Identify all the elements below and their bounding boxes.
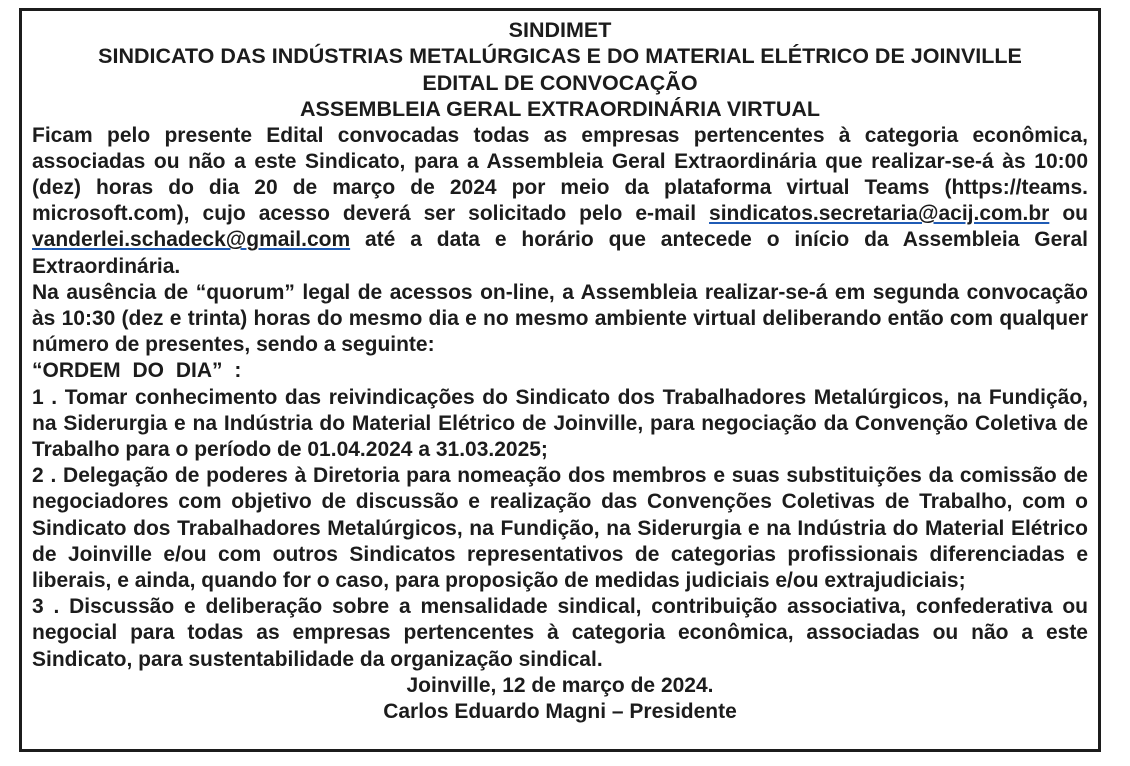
agenda-title: “ORDEM DO DIA” : bbox=[32, 359, 242, 383]
intro-text-1: Ficam pelo presente Edital convocadas todas as empresas pertencentes à categoria econômica, associadas ou não a este Sindicato, para a Assembleia Geral Extraordinária que realizar-se-á às 10:00 (dez) horas do dia 20 de março de 2024 por meio da plataforma virtual Teams (https://teams. microsoft.com), cujo acesso deverá ser solicitado pelo e-mail bbox=[32, 123, 1088, 226]
union-name: SINDICATO DAS INDÚSTRIAS METALÚRGICAS E DO MATERIAL ELÉTRICO DE JOINVILLE bbox=[98, 44, 1022, 69]
agenda-item: 3 . Discussão e deliberação sobre a mensalidade sindical, contribuição associativa, confederativa ou negocial para todas as empresas pertencentes à categoria econômica, associadas ou não a este Sindicato, para sustentabilidade da organização sindical. bbox=[32, 595, 1088, 671]
agenda-item: 2 . Delegação de poderes à Diretoria para nomeação dos membros e suas substituições da comissão de negociadores com objetivo de discussão e realização das Convenções Coletivas de Trabalho, com o Sindicato dos Trabalhadores Metalúrgicos, na Fundição, na Siderurgia e na Indústria do Material Elétrico de Joinville e/ou com outros Sindicatos representativos de categorias profissionais diferenciadas e liberais, e ainda, quando for o caso, para proposição de medidas judiciais e/ou extrajudiciais; bbox=[32, 464, 1088, 593]
intro-text-2: até a data e horário que antecede o início da Assembleia Geral Extraordinária. bbox=[32, 228, 1088, 278]
intro-paragraph bbox=[32, 123, 1088, 280]
union-acronym: SINDIMET bbox=[508, 18, 612, 42]
agenda-item: 1 . Tomar conhecimento das reivindicações do Sindicato dos Trabalhadores Metalúrgicos, na Fundição, na Siderurgia e na Indústria do Material Elétrico de Joinville, para negociação da Convenção Coletiva de Trabalho para o período de 01.04.2024 a 31.03.2025; bbox=[32, 385, 1088, 462]
place-date: Joinville, 12 de março de 2024. bbox=[406, 673, 714, 697]
notice-type: EDITAL DE CONVOCAÇÃO bbox=[422, 70, 698, 95]
quorum-paragraph: Na ausência de “quorum” legal de acessos on-line, a Assembleia realizar-se-á em segunda convocação às 10:30 (dez e trinta) horas do mesmo dia e no mesmo ambiente virtual deliberando então com qualquer número de presentes, sendo a seguinte: bbox=[32, 280, 1088, 357]
convocation-notice bbox=[19, 8, 1101, 752]
assembly-title: ASSEMBLEIA GERAL EXTRAORDINÁRIA VIRTUAL bbox=[300, 97, 820, 122]
signature: Carlos Eduardo Magni – Presidente bbox=[383, 700, 737, 724]
intro-text-or: ou bbox=[1049, 202, 1088, 226]
email-link-secretaria[interactable]: sindicatos.secretaria@acij.com.br bbox=[709, 202, 1050, 226]
email-link-vanderlei[interactable]: vanderlei.schadeck@gmail.com bbox=[32, 228, 351, 252]
